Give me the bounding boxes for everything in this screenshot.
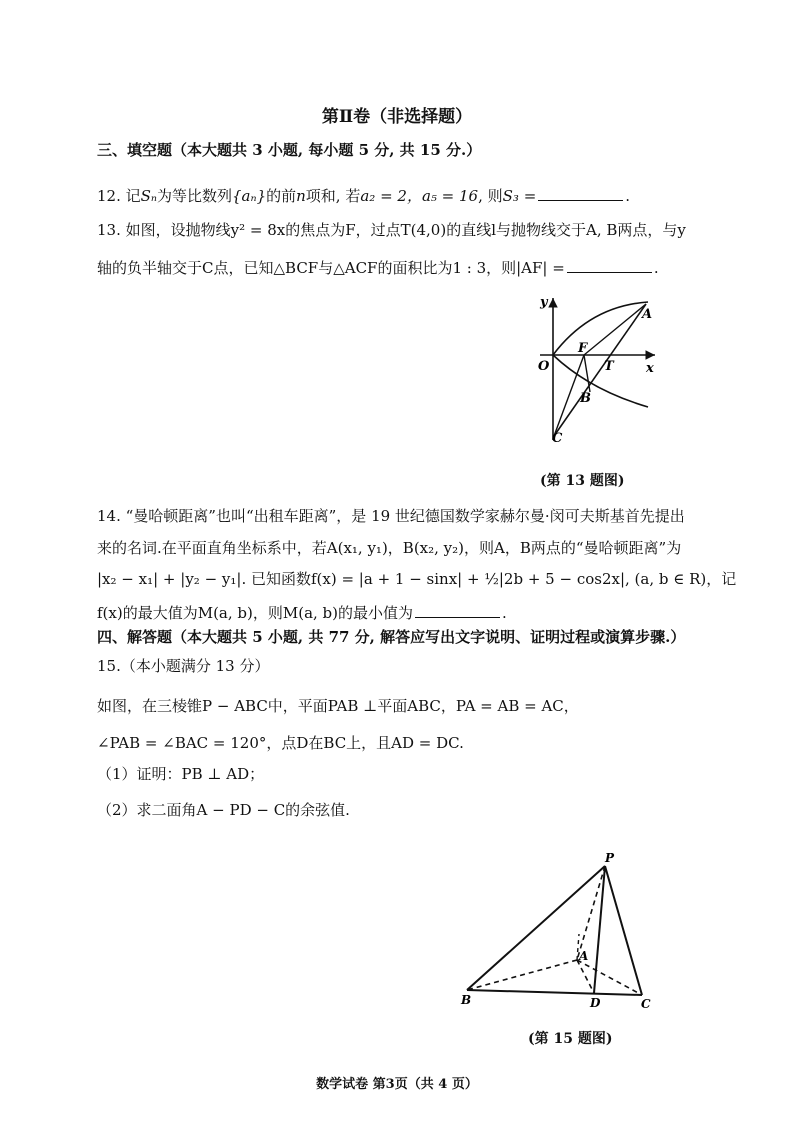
q12-eq1: a₂ = 2，a₅ = 16: [360, 187, 479, 205]
q15-label-b: B: [461, 993, 472, 1007]
q13-segment-fb: [584, 355, 590, 392]
q14-line4-end: .: [502, 604, 507, 622]
q13-label-t: T: [604, 359, 614, 374]
q14-line4-text: f(x)的最大值为M(a, b)，则M(a, b)的最小值为: [97, 604, 414, 622]
section4-heading: 四、解答题: [97, 628, 173, 646]
q12-n: n: [296, 187, 306, 205]
q15-line2: ∠PAB = ∠BAC = 120°，点D在BC上，且AD = DC.: [97, 734, 464, 752]
page-footer: 数学试卷 第3页（共 4 页）: [316, 1077, 478, 1092]
q13-label-b: B: [580, 391, 591, 406]
q13-caption: (第 13 题图): [540, 473, 625, 489]
q15-figure: [455, 850, 665, 1010]
q13-answer-blank[interactable]: [567, 258, 652, 273]
section4-note: （本大题共 5 小题, 共 77 分, 解答应写出文字说明、证明过程或演算步骤.）: [172, 628, 686, 646]
q14-line4: [97, 603, 507, 623]
section3-heading-line: [97, 140, 481, 160]
q13-label-a: A: [642, 307, 653, 322]
q15-label-p: P: [605, 851, 615, 865]
q13-label-f: F: [578, 341, 588, 356]
q13-label-y: y: [540, 295, 548, 310]
page-title: 第Ⅱ卷（非选择题）: [321, 107, 473, 127]
q15-label-a: A: [579, 949, 589, 963]
q12-sn: Sₙ: [140, 187, 157, 205]
q13-figure: [520, 290, 670, 450]
q12-text-d: 项和, 若: [305, 187, 361, 205]
q15-head: 15.（本小题满分 13 分）: [97, 657, 270, 675]
section3-heading: 三、填空题: [97, 141, 173, 159]
section3-note: （本大题共 3 小题, 每小题 5 分, 共 15 分.）: [172, 141, 482, 159]
q13-label-o: O: [538, 359, 550, 374]
section4-heading-line: [97, 627, 685, 647]
q14-answer-blank[interactable]: [415, 603, 500, 618]
q14-line2: 来的名词.在平面直角坐标系中，若A(x₁, y₁)，B(x₂, y₂)，则A，B两点的“曼哈顿距离”为: [97, 539, 682, 557]
q15-edge-bc: [467, 990, 642, 995]
q15-line1: 如图，在三棱锥P − ABC中，平面PAB ⊥平面ABC，PA = AB = AC，: [97, 697, 579, 715]
q13-label-x: x: [646, 361, 654, 376]
q12-s3: S₃ =: [502, 187, 537, 205]
q12-text-e: , 则: [478, 187, 503, 205]
q13-line1: 13. 如图，设抛物线y² = 8x的焦点为F，过点T(4,0)的直线l与抛物线交于A, B两点，与y: [97, 221, 686, 239]
q15-edge-pc: [605, 866, 642, 995]
q12-end: .: [625, 187, 631, 205]
q15-edge-pb: [467, 866, 605, 990]
q12-answer-blank[interactable]: [538, 186, 623, 201]
q15-part1: （1）证明：PB ⊥ AD；: [97, 765, 265, 783]
q13-line-l: [554, 304, 646, 436]
q13-label-c: C: [552, 431, 563, 446]
q13-line2-text: 轴的负半轴交于C点，已知△BCF与△ACF的面积比为1 : 3，则|AF| =: [97, 259, 565, 277]
q14-line1: 14. “曼哈顿距离”也叫“出租车距离”，是 19 世纪德国数学家赫尔曼·闵可夫斯基首先提出: [97, 507, 685, 525]
question-12: [97, 186, 630, 206]
q12-text-a: 12. 记: [97, 187, 141, 205]
q12-text-b: 为等比数列: [156, 187, 232, 205]
q13-line2: [97, 258, 659, 278]
q14-line3: |x₂ − x₁| + |y₂ − y₁|. 已知函数f(x) = |a + 1 − sinx| + ½|2b + 5 − cos2x|, (a, b ∈ R)，记: [97, 570, 737, 588]
q15-part2: （2）求二面角A − PD − C的余弦值.: [97, 801, 350, 819]
q15-label-d: D: [590, 996, 601, 1010]
q15-caption: (第 15 题图): [528, 1031, 613, 1047]
q12-text-c: 的前: [266, 187, 297, 205]
q13-line2-end: .: [653, 259, 659, 277]
q12-an: {aₙ}: [232, 187, 267, 205]
q15-label-c: C: [641, 997, 651, 1010]
